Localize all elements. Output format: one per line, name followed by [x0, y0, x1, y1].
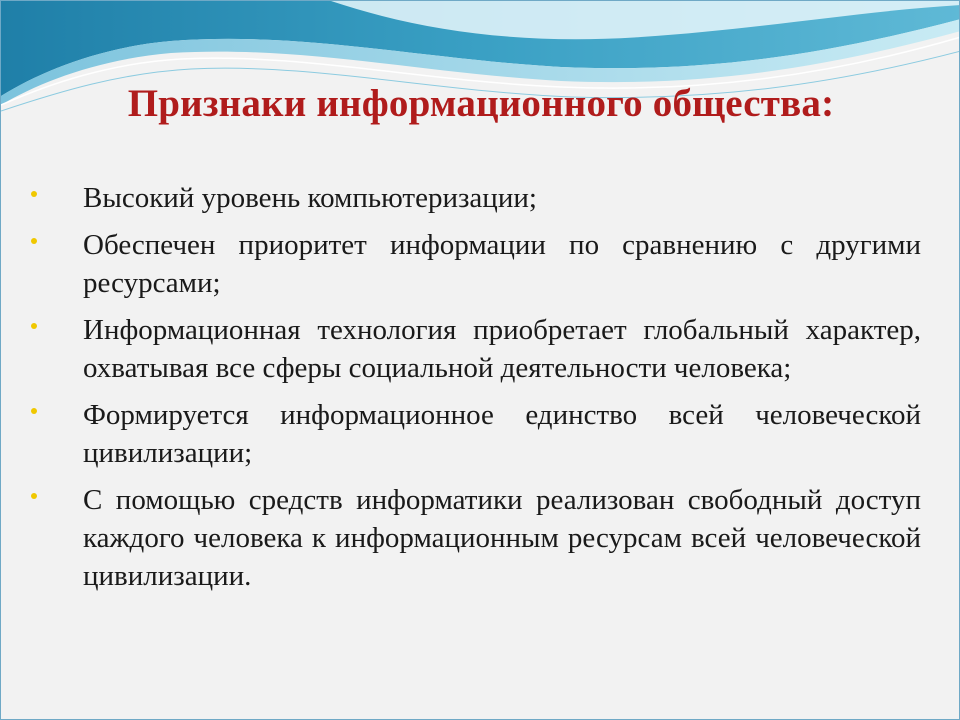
bullet-dot-icon [31, 408, 37, 414]
list-item [31, 396, 921, 472]
bullet-text: Обеспечен приоритет информации по сравнению с другими ресурсами; [83, 229, 921, 299]
bullet-dot-icon [31, 238, 37, 244]
bullet-text: Высокий уровень компьютеризации; [83, 182, 537, 214]
bullet-text: Информационная технология приобретает глобальный характер, охватывая все сферы социальной деятельности человека; [83, 314, 921, 384]
list-item [31, 226, 921, 302]
list-item [31, 311, 921, 387]
bullet-dot-icon [31, 191, 37, 197]
bullet-dot-icon [31, 323, 37, 329]
bullet-list [31, 179, 921, 604]
bullet-dot-icon [31, 493, 37, 499]
list-item [31, 179, 921, 217]
bullet-text: Формируется информационное единство всей человеческой цивилизации; [83, 399, 921, 469]
list-item [31, 481, 921, 595]
slide-title: Признаки информационного общества: [127, 82, 835, 125]
bullet-text: С помощью средств информатики реализован свободный доступ каждого человека к информационным ресурсам всей человеческой цивилизации. [83, 484, 921, 592]
